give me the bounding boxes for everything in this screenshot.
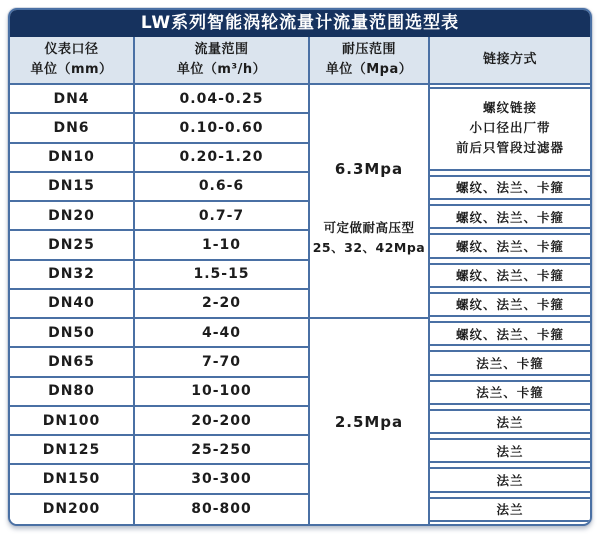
header-cell-connection	[430, 37, 590, 85]
connection-merged-line1: 螺纹链接	[482, 100, 537, 115]
header-cell-diameter	[10, 37, 135, 85]
dn-cell: DN200	[10, 495, 135, 524]
dn-cell: DN25	[10, 231, 135, 260]
flow-range-cell: 0.10-0.60	[135, 114, 310, 143]
dn-cell: DN10	[10, 144, 135, 173]
header-flow-line1: 流量范围	[194, 41, 249, 57]
flow-range-cell: 0.04-0.25	[135, 85, 310, 114]
connection-cell: 螺纹、法兰、卡箍	[428, 321, 590, 346]
header-connection-label: 链接方式	[482, 51, 537, 67]
pressure-note-line1: 可定做耐高压型	[323, 220, 415, 236]
header-pressure-line1: 耐压范围	[341, 41, 396, 57]
flow-range-cell: 0.6-6	[135, 173, 310, 202]
connection-cell: 螺纹、法兰、卡箍	[428, 292, 590, 317]
connection-merged-line3: 前后只管段过滤器	[455, 140, 564, 155]
header-flow-line2: 单位（m³/h）	[176, 62, 267, 77]
dn-cell: DN150	[10, 465, 135, 494]
flow-range-cell: 1-10	[135, 231, 310, 260]
header-cell-flow-range	[135, 37, 310, 85]
connection-cell: 螺纹、法兰、卡箍	[428, 204, 590, 229]
flow-range-cell: 1.5-15	[135, 261, 310, 290]
flow-range-cell: 0.7-7	[135, 202, 310, 231]
dn-cell: DN20	[10, 202, 135, 231]
connection-cell: 法兰、卡箍	[428, 350, 590, 375]
connection-cell: 螺纹、法兰、卡箍	[428, 233, 590, 258]
flow-range-cell: 7-70	[135, 348, 310, 377]
pressure-cell-group2	[310, 319, 430, 524]
dn-cell: DN15	[10, 173, 135, 202]
dn-cell: DN6	[10, 114, 135, 143]
dn-cell: DN80	[10, 378, 135, 407]
dn-cell: DN100	[10, 407, 135, 436]
dn-cell: DN125	[10, 436, 135, 465]
pressure-value-group1: 6.3Mpa	[334, 160, 404, 179]
pressure-cell-group1	[310, 85, 430, 319]
connection-cell: 螺纹、法兰、卡箍	[428, 263, 590, 288]
header-pressure-line2: 单位（Mpa）	[325, 62, 413, 77]
flow-range-cell: 4-40	[135, 319, 310, 348]
pressure-note	[313, 218, 426, 258]
selection-table-panel	[8, 8, 592, 526]
dn-cell: DN50	[10, 319, 135, 348]
dn-cell: DN65	[10, 348, 135, 377]
table-title-bar	[10, 10, 590, 37]
selection-table-grid	[10, 37, 590, 524]
connection-cell: 法兰	[428, 497, 590, 522]
connection-cell-small-caliber	[428, 87, 590, 171]
table-title: LW系列智能涡轮流量计流量范围选型表	[140, 13, 460, 33]
dn-cell: DN4	[10, 85, 135, 114]
pressure-value-group2: 2.5Mpa	[334, 412, 404, 431]
header-diameter-line2: 单位（mm）	[30, 62, 113, 77]
connection-cell: 法兰、卡箍	[428, 380, 590, 405]
connection-cell: 法兰	[428, 438, 590, 463]
flow-range-cell: 25-250	[135, 436, 310, 465]
connection-cell: 法兰	[428, 409, 590, 434]
header-cell-pressure	[310, 37, 430, 85]
flow-range-cell: 30-300	[135, 465, 310, 494]
flow-range-cell: 2-20	[135, 290, 310, 319]
dn-cell: DN32	[10, 261, 135, 290]
dn-cell: DN40	[10, 290, 135, 319]
flow-range-cell: 0.20-1.20	[135, 144, 310, 173]
flow-range-cell: 10-100	[135, 378, 310, 407]
header-diameter-line1: 仪表口径	[44, 41, 99, 57]
connection-cell: 螺纹、法兰、卡箍	[428, 175, 590, 200]
connection-cell: 法兰	[428, 467, 590, 492]
flow-range-cell: 20-200	[135, 407, 310, 436]
flow-range-cell: 80-800	[135, 495, 310, 524]
pressure-note-line2: 25、32、42Mpa	[312, 240, 426, 256]
connection-merged-line2: 小口径出厂带	[469, 120, 551, 135]
